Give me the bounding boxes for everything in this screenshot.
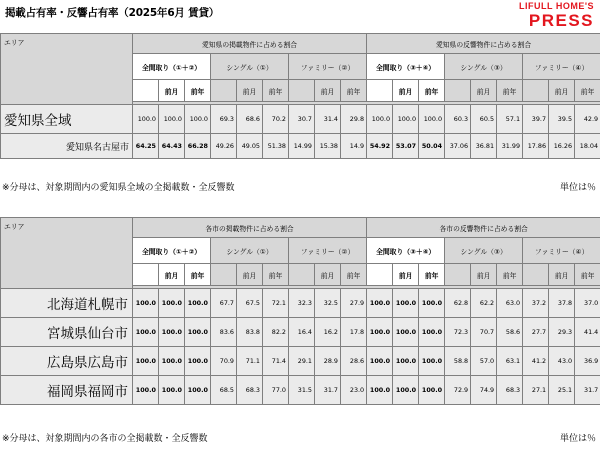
unit-label: 単位は％ — [559, 183, 596, 193]
table-cell: 28.6 — [341, 347, 367, 376]
prev-month-label: 前月 — [315, 264, 341, 286]
table-cell: 36.81 — [471, 134, 497, 159]
prev-month-label: 前月 — [159, 264, 185, 286]
prev-year-label: 前年 — [185, 80, 211, 102]
response-share-header: 愛知県の反響物件に占める割合 — [367, 34, 600, 54]
table-cell: 18.04 — [575, 134, 600, 159]
table-cell: 100.0 — [367, 376, 393, 405]
table-cell: 50.04 — [419, 134, 445, 159]
family-header: ファミリー（②） — [289, 54, 367, 80]
response-share-header: 各市の反響物件に占める割合 — [367, 218, 600, 238]
table-cell: 100.0 — [159, 376, 185, 405]
city-share-table — [0, 217, 600, 405]
table-cell: 100.0 — [159, 105, 185, 134]
table-cell: 100.0 — [367, 289, 393, 318]
table-cell: 100.0 — [419, 318, 445, 347]
table-cell: 60.3 — [445, 105, 471, 134]
table-cell: 70.7 — [471, 318, 497, 347]
area-column-header: エリア — [1, 34, 133, 105]
table-row — [1, 376, 600, 405]
table-cell: 63.0 — [497, 289, 523, 318]
table-cell: 100.0 — [133, 376, 159, 405]
table-cell: 41.4 — [575, 318, 600, 347]
prev-month-label: 前月 — [237, 80, 263, 102]
prev-month-label: 前月 — [549, 80, 575, 102]
table-cell: 100.0 — [159, 289, 185, 318]
table-cell: 57.0 — [471, 347, 497, 376]
table-note: ※分母は、対象期間内の各市の全掲載数・全反響数 — [2, 434, 208, 444]
single-header: シングル（③） — [445, 238, 523, 264]
table-cell: 14.9 — [341, 134, 367, 159]
table-cell: 71.4 — [263, 347, 289, 376]
table-note: ※分母は、対象期間内の愛知県全域の全掲載数・全反響数 — [2, 183, 235, 193]
table-cell: 100.0 — [185, 105, 211, 134]
table-row — [1, 318, 600, 347]
prev-year-label: 前年 — [497, 80, 523, 102]
all-layouts-header: 全間取り（③＋④） — [367, 238, 445, 264]
table-cell: 64.25 — [133, 134, 159, 159]
table-cell: 100.0 — [185, 347, 211, 376]
prev-month-label: 前月 — [393, 80, 419, 102]
prev-month-label: 前月 — [549, 264, 575, 286]
table-cell: 100.0 — [419, 289, 445, 318]
table-cell: 30.7 — [289, 105, 315, 134]
single-header: シングル（③） — [445, 54, 523, 80]
table-cell: 23.0 — [341, 376, 367, 405]
family-header: ファミリー（④） — [523, 54, 600, 80]
table-cell: 100.0 — [133, 289, 159, 318]
all-layouts-header: 全間取り（①＋②） — [133, 54, 211, 80]
prev-month-label: 前月 — [315, 80, 341, 102]
table-cell: 41.2 — [523, 347, 549, 376]
table-cell: 68.5 — [211, 376, 237, 405]
page-title: 掲載占有率・反響占有率（2025年6月 賃貸） — [5, 7, 220, 19]
prev-month-label: 前月 — [393, 264, 419, 286]
table-cell: 100.0 — [159, 318, 185, 347]
table-cell: 37.2 — [523, 289, 549, 318]
table-cell: 28.9 — [315, 347, 341, 376]
table-cell: 100.0 — [419, 105, 445, 134]
table-cell: 100.0 — [393, 289, 419, 318]
prev-month-label: 前月 — [159, 80, 185, 102]
table-cell: 49.26 — [211, 134, 237, 159]
aichi-share-table — [0, 33, 600, 159]
table-cell: 53.07 — [393, 134, 419, 159]
all-layouts-header: 全間取り（③＋④） — [367, 54, 445, 80]
table-cell: 82.2 — [263, 318, 289, 347]
table-cell: 27.1 — [523, 376, 549, 405]
table-cell: 37.8 — [549, 289, 575, 318]
area-name: 宮城県仙台市 — [1, 318, 133, 347]
table-cell: 39.7 — [523, 105, 549, 134]
table-cell: 57.1 — [497, 105, 523, 134]
table-cell: 37.06 — [445, 134, 471, 159]
table-cell: 100.0 — [393, 347, 419, 376]
prev-month-label: 前月 — [471, 264, 497, 286]
family-header: ファミリー（④） — [523, 238, 600, 264]
single-header: シングル（①） — [211, 238, 289, 264]
table-cell: 74.9 — [471, 376, 497, 405]
brand-logo-top: LIFULL HOME'S — [519, 1, 594, 11]
table-row — [1, 289, 600, 318]
table-cell: 25.1 — [549, 376, 575, 405]
table-cell: 100.0 — [393, 105, 419, 134]
table-cell: 31.99 — [497, 134, 523, 159]
table-cell: 100.0 — [393, 318, 419, 347]
table-cell: 100.0 — [367, 318, 393, 347]
prev-month-label: 前月 — [237, 264, 263, 286]
family-header: ファミリー（②） — [289, 238, 367, 264]
table-cell: 31.7 — [575, 376, 600, 405]
table-cell: 64.43 — [159, 134, 185, 159]
prev-year-label: 前年 — [341, 264, 367, 286]
area-name: 北海道札幌市 — [1, 289, 133, 318]
table-cell: 49.05 — [237, 134, 263, 159]
table-cell: 15.38 — [315, 134, 341, 159]
area-name: 広島県広島市 — [1, 347, 133, 376]
table-cell: 16.26 — [549, 134, 575, 159]
prev-year-label: 前年 — [575, 264, 600, 286]
table-cell: 27.7 — [523, 318, 549, 347]
table-cell: 71.1 — [237, 347, 263, 376]
all-layouts-header: 全間取り（①＋②） — [133, 238, 211, 264]
table-cell: 29.3 — [549, 318, 575, 347]
table-cell: 36.9 — [575, 347, 600, 376]
table-cell: 17.86 — [523, 134, 549, 159]
area-name: 愛知県名古屋市 — [1, 134, 133, 159]
table-cell: 17.8 — [341, 318, 367, 347]
table-cell: 70.9 — [211, 347, 237, 376]
table-cell: 100.0 — [133, 105, 159, 134]
prev-year-label: 前年 — [419, 264, 445, 286]
table-cell: 100.0 — [393, 376, 419, 405]
prev-year-label: 前年 — [263, 80, 289, 102]
prev-month-label: 前月 — [471, 80, 497, 102]
table-cell: 100.0 — [367, 347, 393, 376]
table-cell: 100.0 — [133, 347, 159, 376]
listing-share-header: 愛知県の掲載物件に占める割合 — [133, 34, 367, 54]
prev-year-label: 前年 — [185, 264, 211, 286]
table-cell: 100.0 — [419, 376, 445, 405]
brand-logo-main: PRESS — [528, 11, 594, 30]
table-cell: 14.99 — [289, 134, 315, 159]
area-column-header: エリア — [1, 218, 133, 289]
table-cell: 68.6 — [237, 105, 263, 134]
table-cell: 54.92 — [367, 134, 393, 159]
table-cell: 60.5 — [471, 105, 497, 134]
table-cell: 62.8 — [445, 289, 471, 318]
prev-year-label: 前年 — [263, 264, 289, 286]
table-cell: 83.6 — [211, 318, 237, 347]
table-cell: 27.9 — [341, 289, 367, 318]
table-cell: 100.0 — [133, 318, 159, 347]
table-cell: 32.5 — [315, 289, 341, 318]
table-cell: 66.28 — [185, 134, 211, 159]
table-cell: 42.9 — [575, 105, 600, 134]
area-name: 愛知県全域 — [1, 105, 133, 134]
table-cell: 63.1 — [497, 347, 523, 376]
table-cell: 43.0 — [549, 347, 575, 376]
table-cell: 100.0 — [185, 376, 211, 405]
table-cell: 29.1 — [289, 347, 315, 376]
table-cell: 72.9 — [445, 376, 471, 405]
table-cell: 67.5 — [237, 289, 263, 318]
table-row — [1, 347, 600, 376]
unit-label: 単位は％ — [559, 434, 596, 444]
single-header: シングル（①） — [211, 54, 289, 80]
prev-year-label: 前年 — [497, 264, 523, 286]
table-cell: 69.3 — [211, 105, 237, 134]
prev-year-label: 前年 — [341, 80, 367, 102]
table-cell: 37.0 — [575, 289, 600, 318]
table-cell: 100.0 — [367, 105, 393, 134]
table-cell: 68.3 — [497, 376, 523, 405]
table-cell: 31.4 — [315, 105, 341, 134]
table-cell: 100.0 — [159, 347, 185, 376]
table-cell: 62.2 — [471, 289, 497, 318]
table-cell: 16.4 — [289, 318, 315, 347]
table-cell: 100.0 — [185, 289, 211, 318]
brand-logo — [519, 2, 594, 29]
table-cell: 83.8 — [237, 318, 263, 347]
area-name: 福岡県福岡市 — [1, 376, 133, 405]
table-cell: 32.3 — [289, 289, 315, 318]
table-cell: 51.38 — [263, 134, 289, 159]
table-cell: 72.3 — [445, 318, 471, 347]
table-cell: 100.0 — [185, 318, 211, 347]
table-cell: 67.7 — [211, 289, 237, 318]
table-cell: 31.5 — [289, 376, 315, 405]
table-cell: 39.5 — [549, 105, 575, 134]
table-cell: 29.8 — [341, 105, 367, 134]
table-cell: 31.7 — [315, 376, 341, 405]
table-cell: 58.8 — [445, 347, 471, 376]
table-cell: 70.2 — [263, 105, 289, 134]
table-cell: 68.3 — [237, 376, 263, 405]
prev-year-label: 前年 — [419, 80, 445, 102]
table-cell: 72.1 — [263, 289, 289, 318]
listing-share-header: 各市の掲載物件に占める割合 — [133, 218, 367, 238]
table-cell: 77.0 — [263, 376, 289, 405]
table-cell: 58.6 — [497, 318, 523, 347]
table-cell: 16.2 — [315, 318, 341, 347]
table-cell: 100.0 — [419, 347, 445, 376]
prev-year-label: 前年 — [575, 80, 600, 102]
